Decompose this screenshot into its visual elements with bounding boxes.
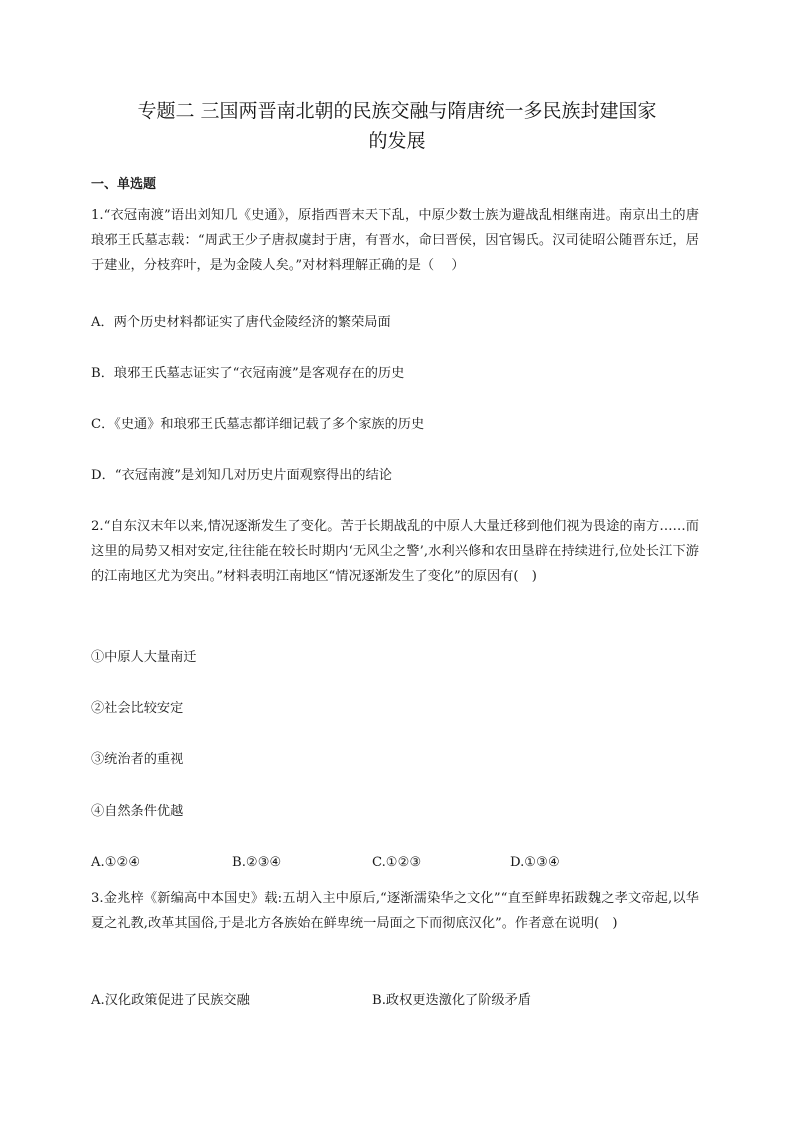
question-2-stem: 2.“自东汉末年以来,情况逐渐发生了变化。苦于长期战乱的中原人大量迁移到他们视为畏途的南方……而这里的局势又相对安定,往往能在较长时期内‘无风尘之警’,水利兴修和农田垦辟在持续进行,位处长江下游的江南地区尤为突出。”材料表明江南地区“情况逐渐发生了变化”的原因有( ) (91, 519, 699, 584)
question-3-options (91, 991, 711, 1011)
page-title (90, 96, 704, 156)
question-3-option-b: B.政权更迭激化了阶级矛盾 (372, 993, 531, 1008)
question-2-options (91, 853, 711, 873)
question-1-option-a: A．两个历史材料都证实了唐代金陵经济的繁荣局面 (91, 315, 391, 330)
question-2-item-2: ②社会比较安定 (91, 701, 184, 716)
question-2-option-c: C.①②③ (372, 855, 422, 870)
section-heading: 一、单选题 (91, 177, 157, 192)
question-2-option-b: B.②③④ (232, 855, 282, 870)
title-line-1: 专题二 三国两晋南北朝的民族交融与隋唐统一多民族封建国家 (137, 100, 657, 122)
question-2-item-3: ③统治者的重视 (91, 752, 184, 767)
question-3-option-a: A.汉化政策促进了民族交融 (91, 993, 250, 1008)
question-1-option-d: D．“衣冠南渡”是刘知几对历史片面观察得出的结论 (91, 468, 392, 483)
question-1-stem: 1.“衣冠南渡”语出刘知几《史通》，原指西晋末天下乱，中原少数士族为避战乱相继南进。南京出土的唐琅邪王氏墓志载：“周武王少子唐叔虞封于唐，有晋水，命曰晋侯，因官锡氏。汉司徒昭公随晋东迁，居于建业，分枝弈叶，是为金陵人矣。”对材料理解正确的是（ ） (91, 208, 699, 273)
question-2-item-1: ①中原人大量南迁 (91, 650, 197, 665)
question-2-item-4: ④自然条件优越 (91, 804, 184, 819)
question-1-option-b: B．琅邪王氏墓志证实了“衣冠南渡”是客观存在的历史 (91, 366, 405, 381)
question-3-stem: 3.金兆梓《新编高中本国史》载:五胡入主中原后,“逐渐濡染华之文化”“直至鲜卑拓跋魏之孝文帝起,以华夏之礼教,改革其国俗,于是北方各族始在鲜卑统一局面之下而彻底汉化”。作者意在说明( ) (91, 891, 699, 931)
question-2-option-a: A.①②④ (91, 855, 141, 870)
question-2-option-d: D.①③④ (510, 855, 560, 870)
question-1-option-c: C．《史通》和琅邪王氏墓志都详细记载了多个家族的历史 (91, 417, 425, 432)
title-line-2: 的发展 (368, 130, 426, 152)
